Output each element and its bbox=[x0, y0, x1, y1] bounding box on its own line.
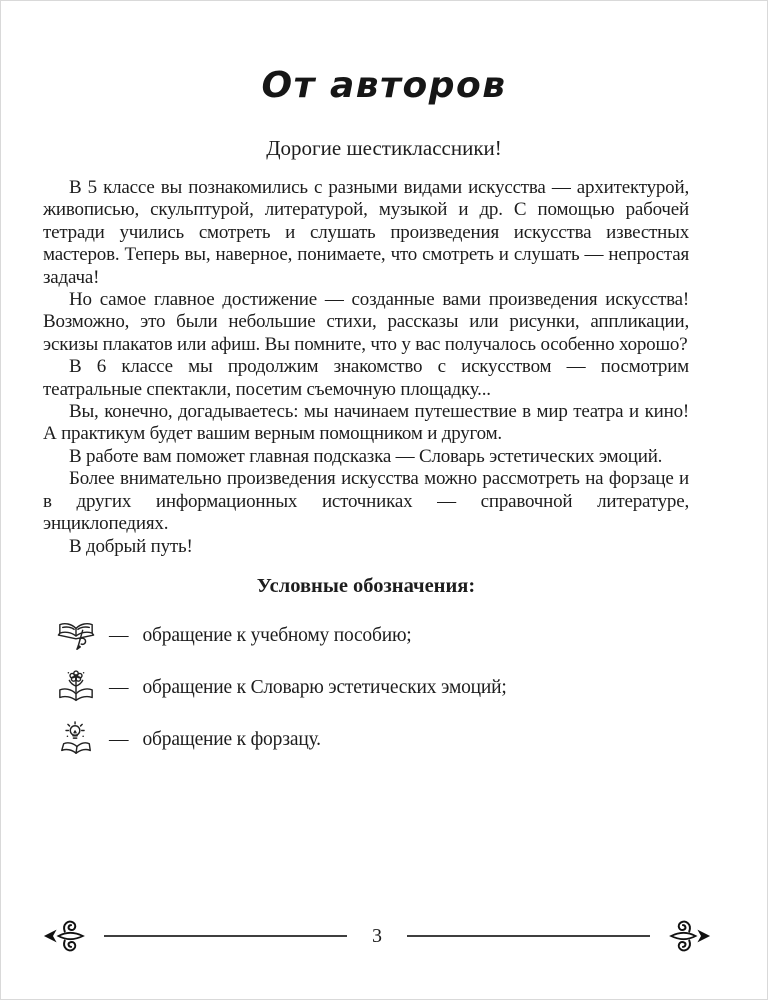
legend-list bbox=[55, 614, 767, 762]
paragraph: В 5 классе вы познакомились с разными видами искусства — архитектурой, живописью, скульптурой, литературой, музыкой и др. С помощью рабочей тетради учились смотреть и слушать произведения искусства известных мастеров. Теперь вы, наверное, понимаете, что смотреть и слушать — непростая задача! bbox=[43, 177, 689, 288]
legend-separator: — bbox=[109, 624, 129, 646]
paragraph: В работе вам поможет главная подсказка — Словарь эстетических эмоций. bbox=[69, 445, 663, 467]
legend-item bbox=[55, 718, 767, 762]
body-text bbox=[43, 177, 689, 558]
page-title: От авторов bbox=[261, 65, 507, 106]
legend-heading: Условные обозначения: bbox=[256, 574, 476, 597]
legend-item-label: обращение к Словарю эстетических эмоций; bbox=[142, 676, 507, 698]
salutation: Дорогие шестиклассники! bbox=[266, 136, 502, 160]
legend-item-label: обращение к учебному пособию; bbox=[142, 624, 412, 646]
paragraph: В 6 классе мы продолжим знакомство с искусством — посмотрим театральные спектакли, посетим съемочную площадку... bbox=[43, 356, 689, 400]
paragraph: Вы, конечно, догадываетесь: мы начинаем путешествие в мир театра и кино! А практикум будет вашим верным помощником и другом. bbox=[43, 401, 689, 445]
paragraph: Более внимательно произведения искусства можно рассмотреть на форзаце и в других информационных источниках — справочной литературе, энциклопедиях. bbox=[43, 468, 689, 535]
footer-rule-left bbox=[104, 935, 347, 937]
paragraph: Но самое главное достижение — созданные вами произведения искусства! Возможно, это были небольшие стихи, рассказы или рисунки, аппликации, эскизы плакатов или афиш. Вы помните, что у вас получалось особенно хорошо? bbox=[43, 289, 689, 355]
legend-separator: — bbox=[109, 676, 129, 698]
paragraph: В добрый путь! bbox=[69, 535, 193, 557]
open-book-with-lightbulb-icon bbox=[55, 721, 97, 759]
page-number: 3 bbox=[372, 925, 382, 947]
page-footer bbox=[43, 917, 711, 955]
legend-item bbox=[55, 666, 767, 710]
fleuron-left-ornament bbox=[43, 917, 101, 955]
open-book-with-flower-icon bbox=[55, 669, 97, 707]
open-book-with-pen-icon bbox=[55, 617, 97, 655]
legend-item-label: обращение к форзацу. bbox=[142, 728, 321, 750]
fleuron-right-ornament bbox=[653, 917, 711, 955]
legend-item bbox=[55, 614, 767, 658]
footer-rule-right bbox=[407, 935, 650, 937]
legend-separator: — bbox=[109, 728, 129, 750]
